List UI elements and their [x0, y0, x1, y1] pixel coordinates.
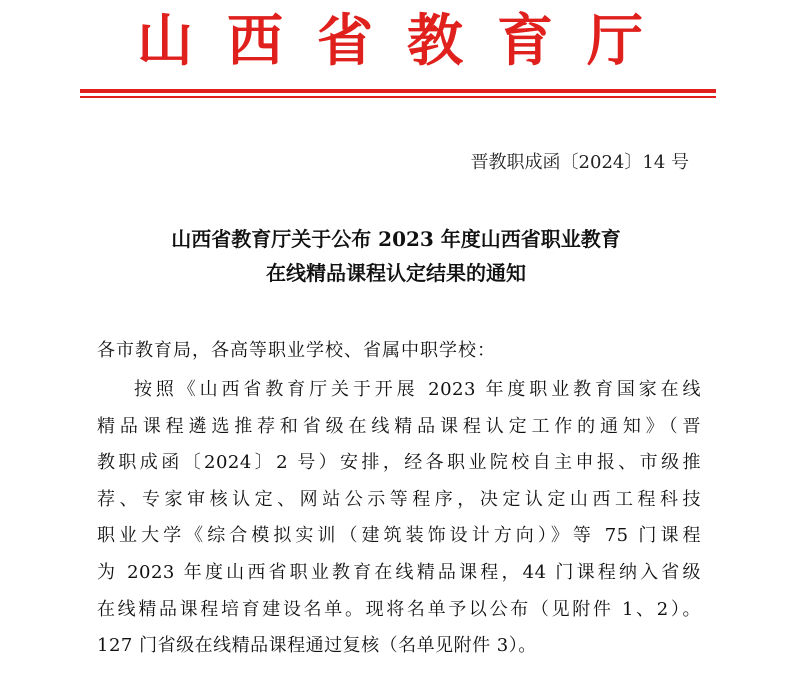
body-line: 教职成函〔2024〕2 号）安排，经各职业院校自主申报、市级推 [97, 452, 701, 474]
document-title-line-2: 在线精品课程认定结果的通知 [266, 261, 526, 285]
issuing-authority-header: 山西省教育厅 [137, 8, 677, 74]
salutation: 各市教育局，各高等职业学校、省属中职学校： [97, 340, 496, 361]
body-line: 为 2023 年度山西省职业教育在线精品课程，44 门课程纳入省级 [97, 561, 701, 583]
document-title [0, 222, 792, 290]
body-line: 精品课程遴选推荐和省级在线精品课程认定工作的通知》（晋 [97, 415, 701, 437]
document-number: 晋教职成函〔2024〕14 号 [470, 152, 689, 173]
body-line: 按照《山西省教育厅关于开展 2023 年度职业教育国家在线 [134, 379, 701, 400]
body-line: 127 门省级在线精品课程通过复核（名单见附件 3）。 [97, 635, 537, 657]
body-paragraph [97, 372, 701, 665]
document-title-line-1: 山西省教育厅关于公布 2023 年度山西省职业教育 [171, 227, 621, 251]
body-line: 荐、专家审核认定、网站公示等程序，决定认定山西工程科技 [97, 488, 701, 510]
header-divider-thick [80, 89, 716, 93]
body-line: 职业大学《综合模拟实训（建筑装饰设计方向）》等 75 门课程 [97, 525, 701, 547]
header-divider-thin [80, 96, 716, 98]
body-line: 在线精品课程培育建设名单。现将名单予以公布（见附件 1、2）。 [97, 598, 701, 620]
